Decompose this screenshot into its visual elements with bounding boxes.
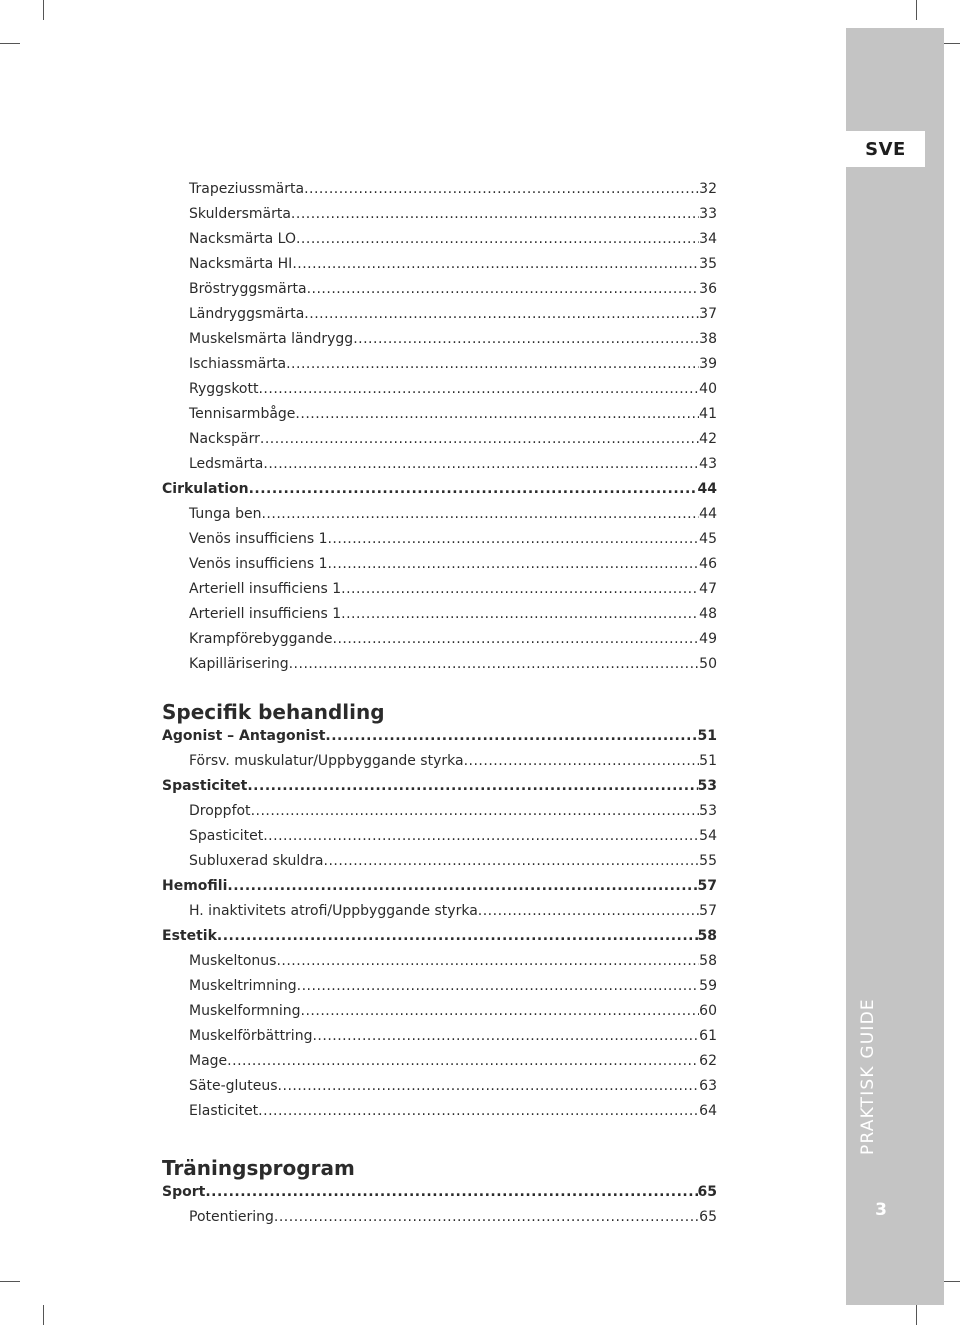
toc-entry-title: Försv. muskulatur/Uppbyggande styrka	[189, 753, 464, 769]
toc-entry	[162, 427, 717, 452]
dot-leader	[353, 327, 699, 352]
dot-leader	[325, 724, 697, 749]
dot-leader	[291, 202, 699, 227]
dot-leader	[227, 874, 697, 899]
toc-entry	[162, 352, 717, 377]
toc-group	[162, 1180, 717, 1230]
toc-group	[162, 724, 717, 1124]
language-tab: SVE	[846, 131, 925, 167]
toc-entry-title: Agonist – Antagonist	[162, 728, 326, 744]
toc-entry	[162, 1049, 717, 1074]
dot-leader	[263, 452, 699, 477]
section-heading: Träningsprogram	[162, 1156, 355, 1180]
toc-entry	[162, 377, 717, 402]
toc-entry-title: Muskelsmärta ländrygg	[189, 331, 354, 347]
toc-entry-title: Estetik	[162, 928, 217, 944]
toc-entry	[162, 527, 717, 552]
toc-entry-title: Potentiering	[189, 1209, 274, 1225]
toc-entry	[162, 1180, 717, 1205]
toc-entry	[162, 924, 717, 949]
toc-entry-title: Muskeltonus	[189, 953, 277, 969]
toc-entry-title: Arteriell insufficiens 1	[189, 581, 342, 597]
toc-entry-page: 57	[697, 878, 717, 894]
toc-entry-page: 53	[697, 778, 717, 794]
dot-leader	[327, 527, 699, 552]
toc-entry	[162, 477, 717, 502]
toc-entry	[162, 949, 717, 974]
toc-entry-page: 59	[699, 978, 717, 994]
toc-entry-title: H. inaktivitets atrofi/Uppbyggande styrka	[189, 903, 478, 919]
dot-leader	[341, 577, 699, 602]
toc-entry	[162, 452, 717, 477]
toc-entry-page: 50	[699, 656, 717, 672]
toc-entry	[162, 899, 717, 924]
side-title: PRAKTISK GUIDE	[858, 998, 878, 1155]
dot-leader	[205, 1180, 697, 1205]
toc-entry	[162, 774, 717, 799]
toc-entry	[162, 724, 717, 749]
toc-entry	[162, 277, 717, 302]
toc-entry-title: Venös insufficiens 1	[189, 531, 328, 547]
toc-entry	[162, 627, 717, 652]
toc-entry-page: 53	[699, 803, 717, 819]
toc-entry-page: 45	[699, 531, 717, 547]
crop-mark	[0, 1281, 20, 1282]
toc-entry-title: Muskeltrimning	[189, 978, 297, 994]
toc-entry-title: Tennisarmbåge	[189, 406, 296, 422]
toc-entry-title: Ledsmärta	[189, 456, 264, 472]
toc-entry-title: Droppfot	[189, 803, 251, 819]
toc-entry-page: 37	[699, 306, 717, 322]
toc-entry	[162, 652, 717, 677]
toc-entry-page: 34	[699, 231, 717, 247]
toc-entry	[162, 177, 717, 202]
dot-leader	[227, 1049, 699, 1074]
dot-leader	[247, 774, 697, 799]
toc-entry-page: 35	[699, 256, 717, 272]
toc-entry-page: 42	[699, 431, 717, 447]
toc-entry-title: Muskelförbättring	[189, 1028, 313, 1044]
section-heading: Specifik behandling	[162, 700, 385, 724]
toc-entry-page: 33	[699, 206, 717, 222]
dot-leader	[260, 427, 699, 452]
dot-leader	[327, 552, 699, 577]
toc-entry-title: Ländryggsmärta	[189, 306, 305, 322]
crop-mark	[0, 43, 20, 44]
table-of-contents	[162, 177, 717, 1230]
toc-entry	[162, 874, 717, 899]
dot-leader	[261, 502, 699, 527]
toc-entry-title: Sport	[162, 1184, 206, 1200]
toc-entry-page: 63	[699, 1078, 717, 1094]
crop-mark	[916, 0, 917, 20]
dot-leader	[217, 924, 698, 949]
toc-entry-page: 32	[699, 181, 717, 197]
dot-leader	[301, 999, 700, 1024]
toc-entry-title: Ryggskott	[189, 381, 259, 397]
toc-entry-title: Nacksmärta HI	[189, 256, 293, 272]
toc-entry	[162, 602, 717, 627]
crop-mark	[43, 0, 44, 20]
toc-entry-page: 43	[699, 456, 717, 472]
dot-leader	[258, 377, 699, 402]
toc-entry	[162, 974, 717, 999]
dot-leader	[274, 1205, 699, 1230]
toc-entry-title: Nackspärr	[189, 431, 260, 447]
toc-entry-page: 61	[699, 1028, 717, 1044]
dot-leader	[249, 477, 698, 502]
toc-entry-title: Krampförebyggande	[189, 631, 333, 647]
toc-entry	[162, 302, 717, 327]
dot-leader	[341, 602, 699, 627]
toc-entry-page: 44	[699, 506, 717, 522]
toc-entry-title: Säte-gluteus	[189, 1078, 278, 1094]
toc-entry-page: 46	[699, 556, 717, 572]
toc-entry-page: 51	[699, 753, 717, 769]
toc-entry	[162, 1099, 717, 1124]
toc-entry-page: 49	[699, 631, 717, 647]
toc-entry-page: 60	[699, 1003, 717, 1019]
toc-entry-title: Spasticitet	[162, 778, 248, 794]
toc-entry	[162, 202, 717, 227]
dot-leader	[251, 799, 700, 824]
toc-entry-title: Hemofili	[162, 878, 228, 894]
toc-entry-title: Skuldersmärta	[189, 206, 291, 222]
dot-leader	[307, 277, 700, 302]
toc-entry-title: Spasticitet	[189, 828, 264, 844]
dot-leader	[333, 627, 700, 652]
toc-entry-page: 64	[699, 1103, 717, 1119]
toc-entry-title: Kapillärisering	[189, 656, 289, 672]
toc-entry	[162, 799, 717, 824]
dot-leader	[297, 974, 700, 999]
toc-entry	[162, 327, 717, 352]
toc-entry-page: 57	[699, 903, 717, 919]
toc-entry-page: 39	[699, 356, 717, 372]
toc-group	[162, 177, 717, 677]
page-number: 3	[875, 1200, 887, 1220]
toc-entry-page: 40	[699, 381, 717, 397]
toc-entry-title: Cirkulation	[162, 481, 249, 497]
dot-leader	[289, 652, 700, 677]
dot-leader	[263, 824, 699, 849]
toc-entry	[162, 552, 717, 577]
toc-entry-title: Nacksmärta LO	[189, 231, 296, 247]
toc-entry-title: Arteriell insufficiens 1	[189, 606, 342, 622]
dot-leader	[292, 252, 699, 277]
toc-entry	[162, 402, 717, 427]
toc-entry	[162, 999, 717, 1024]
toc-entry-page: 58	[697, 928, 717, 944]
toc-entry	[162, 824, 717, 849]
toc-entry	[162, 577, 717, 602]
crop-mark	[916, 1305, 917, 1325]
toc-entry-title: Trapeziussmärta	[189, 181, 305, 197]
toc-entry-page: 58	[699, 953, 717, 969]
toc-entry-page: 36	[699, 281, 717, 297]
toc-entry-page: 54	[699, 828, 717, 844]
toc-entry-title: Bröstryggsmärta	[189, 281, 307, 297]
dot-leader	[464, 749, 700, 774]
dot-leader	[296, 227, 699, 252]
toc-entry	[162, 1024, 717, 1049]
toc-entry-title: Elasticitet	[189, 1103, 259, 1119]
toc-entry-page: 51	[697, 728, 717, 744]
toc-entry	[162, 1205, 717, 1230]
toc-entry-page: 48	[699, 606, 717, 622]
crop-mark	[43, 1305, 44, 1325]
toc-entry	[162, 1074, 717, 1099]
toc-entry-page: 65	[697, 1184, 717, 1200]
dot-leader	[276, 949, 699, 974]
toc-entry-page: 62	[699, 1053, 717, 1069]
toc-entry	[162, 252, 717, 277]
toc-entry	[162, 227, 717, 252]
toc-entry	[162, 502, 717, 527]
dot-leader	[258, 1099, 699, 1124]
toc-entry-page: 47	[699, 581, 717, 597]
dot-leader	[278, 1074, 700, 1099]
toc-entry	[162, 849, 717, 874]
toc-entry-page: 65	[699, 1209, 717, 1225]
toc-entry-page: 38	[699, 331, 717, 347]
toc-entry-title: Venös insufficiens 1	[189, 556, 328, 572]
toc-entry-title: Muskelformning	[189, 1003, 301, 1019]
dot-leader	[295, 402, 699, 427]
dot-leader	[324, 849, 700, 874]
toc-entry	[162, 749, 717, 774]
toc-entry-title: Tunga ben	[189, 506, 262, 522]
dot-leader	[286, 352, 699, 377]
toc-entry-page: 55	[699, 853, 717, 869]
toc-entry-title: Subluxerad skuldra	[189, 853, 324, 869]
toc-entry-title: Ischiassmärta	[189, 356, 287, 372]
dot-leader	[304, 302, 699, 327]
dot-leader	[304, 177, 699, 202]
toc-entry-page: 41	[699, 406, 717, 422]
dot-leader	[478, 899, 699, 924]
toc-entry-title: Mage	[189, 1053, 228, 1069]
dot-leader	[312, 1024, 699, 1049]
toc-entry-page: 44	[697, 481, 717, 497]
